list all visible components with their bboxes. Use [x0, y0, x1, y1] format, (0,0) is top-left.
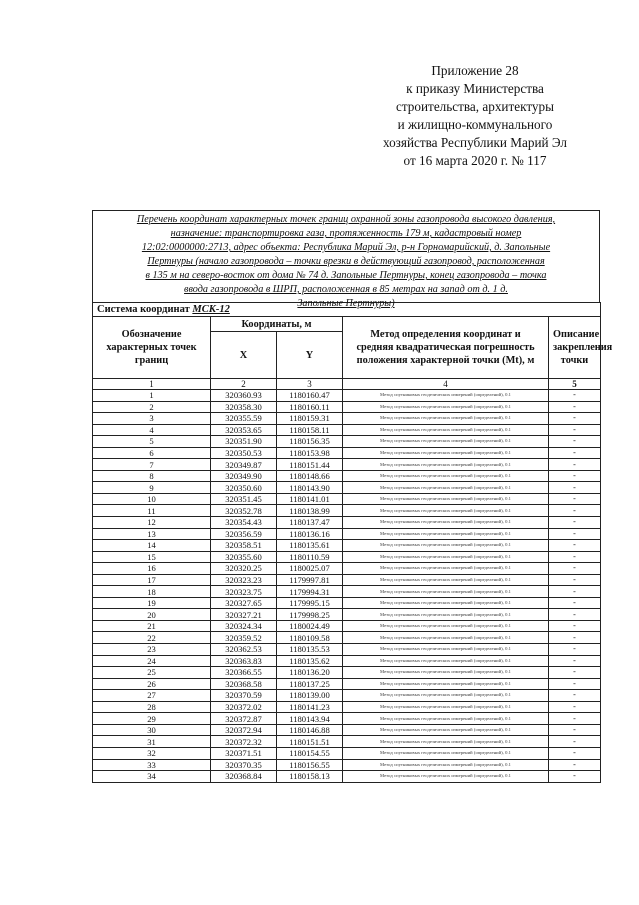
point-number: 29	[93, 713, 211, 725]
method-cell: Метод спутниковых геодезических измерений (определений), 0.1	[343, 747, 549, 759]
method-cell: Метод спутниковых геодезических измерений (определений), 0.1	[343, 505, 549, 517]
table-row	[93, 436, 601, 448]
appendix-line: хозяйства Республики Марий Эл	[383, 135, 567, 150]
appendix-header	[355, 62, 595, 170]
method-cell: Метод спутниковых геодезических измерений (определений), 0.1	[343, 540, 549, 552]
method-cell: Метод спутниковых геодезических измерений (определений), 0.1	[343, 413, 549, 425]
table-row	[93, 459, 601, 471]
title-line: назначение: транспортировка газа, протяженность 179 м, кадастровый номер	[170, 228, 522, 239]
point-number: 3	[93, 413, 211, 425]
point-number: 26	[93, 678, 211, 690]
x-coordinate: 320368.84	[211, 771, 277, 783]
y-coordinate: 1180146.88	[277, 724, 343, 736]
description-cell: -	[549, 632, 601, 644]
method-cell: Метод спутниковых геодезических измерений (определений), 0.1	[343, 655, 549, 667]
coordinates-document	[92, 210, 613, 810]
title-line: 12:02:0000000:2713, адрес объекта: Республика Марий Эл, р-н Горномарийский, д. Запольные	[141, 242, 551, 253]
table-row	[93, 713, 601, 725]
point-number: 2	[93, 401, 211, 413]
column-number: 2	[211, 379, 277, 390]
point-number: 8	[93, 470, 211, 482]
x-coordinate: 320323.75	[211, 586, 277, 598]
x-coordinate: 320355.59	[211, 413, 277, 425]
table-row	[93, 632, 601, 644]
table-row	[93, 574, 601, 586]
point-number: 23	[93, 644, 211, 656]
x-coordinate: 320349.90	[211, 470, 277, 482]
table-row	[93, 470, 601, 482]
description-cell: -	[549, 655, 601, 667]
point-number: 14	[93, 540, 211, 552]
point-number: 31	[93, 736, 211, 748]
description-cell: -	[549, 713, 601, 725]
method-cell: Метод спутниковых геодезических измерений (определений), 0.1	[343, 493, 549, 505]
description-cell: -	[549, 724, 601, 736]
description-cell: -	[549, 470, 601, 482]
title-line: Запольные Пертнуры)	[297, 298, 395, 309]
x-coordinate: 320351.90	[211, 436, 277, 448]
x-coordinate: 320362.53	[211, 644, 277, 656]
method-cell: Метод спутниковых геодезических измерений (определений), 0.1	[343, 551, 549, 563]
method-cell: Метод спутниковых геодезических измерений (определений), 0.1	[343, 678, 549, 690]
description-cell: -	[549, 401, 601, 413]
method-cell: Метод спутниковых геодезических измерений (определений), 0.1	[343, 447, 549, 459]
title-line: в 135 м на северо-восток от дома № 74 д. Запольные Пертнуры, конец газопровода – точка	[145, 270, 547, 281]
method-cell: Метод спутниковых геодезических измерений (определений), 0.1	[343, 701, 549, 713]
method-cell: Метод спутниковых геодезических измерений (определений), 0.1	[343, 436, 549, 448]
point-number: 21	[93, 620, 211, 632]
method-cell: Метод спутниковых геодезических измерений (определений), 0.1	[343, 528, 549, 540]
description-cell: -	[549, 678, 601, 690]
point-number: 10	[93, 493, 211, 505]
title-line: Пертнуры (начало газопровода – точки врезки в действующий газопровод, расположенная	[147, 256, 545, 267]
table-row	[93, 563, 601, 575]
method-cell: Метод спутниковых геодезических измерений (определений), 0.1	[343, 724, 549, 736]
y-coordinate: 1180110.59	[277, 551, 343, 563]
table-row	[93, 401, 601, 413]
method-cell: Метод спутниковых геодезических измерений (определений), 0.1	[343, 401, 549, 413]
y-coordinate: 1180135.53	[277, 644, 343, 656]
y-coordinate: 1180135.62	[277, 655, 343, 667]
description-cell: -	[549, 447, 601, 459]
x-coordinate: 320366.55	[211, 667, 277, 679]
y-coordinate: 1180160.11	[277, 401, 343, 413]
point-number: 18	[93, 586, 211, 598]
x-coordinate: 320324.34	[211, 620, 277, 632]
point-number: 16	[93, 563, 211, 575]
x-coordinate: 320352.78	[211, 505, 277, 517]
method-cell: Метод спутниковых геодезических измерений (определений), 0.1	[343, 424, 549, 436]
point-number: 4	[93, 424, 211, 436]
description-cell: -	[549, 620, 601, 632]
table-row	[93, 586, 601, 598]
header-description: Описание закрепления точки	[549, 317, 601, 379]
table-row	[93, 724, 601, 736]
y-coordinate: 1180158.11	[277, 424, 343, 436]
x-coordinate: 320353.65	[211, 424, 277, 436]
description-cell: -	[549, 390, 601, 402]
y-coordinate: 1180137.25	[277, 678, 343, 690]
y-coordinate: 1180156.55	[277, 759, 343, 771]
method-cell: Метод спутниковых геодезических измерений (определений), 0.1	[343, 759, 549, 771]
point-number: 12	[93, 517, 211, 529]
title-line: Перечень координат характерных точек границ охранной зоны газопровода высокого давления,	[136, 214, 556, 225]
y-coordinate: 1180151.44	[277, 459, 343, 471]
appendix-line: и жилищно-коммунального	[397, 117, 553, 132]
description-cell: -	[549, 413, 601, 425]
description-cell: -	[549, 747, 601, 759]
x-coordinate: 320350.53	[211, 447, 277, 459]
description-cell: -	[549, 551, 601, 563]
y-coordinate: 1180160.47	[277, 390, 343, 402]
point-number: 17	[93, 574, 211, 586]
description-cell: -	[549, 574, 601, 586]
header-x: X	[211, 332, 277, 379]
method-cell: Метод спутниковых геодезических измерений (определений), 0.1	[343, 470, 549, 482]
method-cell: Метод спутниковых геодезических измерений (определений), 0.1	[343, 390, 549, 402]
point-number: 6	[93, 447, 211, 459]
table-row	[93, 771, 601, 783]
description-cell: -	[549, 597, 601, 609]
x-coordinate: 320363.83	[211, 655, 277, 667]
table-row	[93, 424, 601, 436]
column-number: 3	[277, 379, 343, 390]
description-cell: -	[549, 459, 601, 471]
point-number: 28	[93, 701, 211, 713]
x-coordinate: 320327.65	[211, 597, 277, 609]
method-cell: Метод спутниковых геодезических измерений (определений), 0.1	[343, 690, 549, 702]
column-numbers-row	[93, 379, 601, 390]
point-number: 22	[93, 632, 211, 644]
appendix-line: от 16 марта 2020 г. № 117	[403, 153, 547, 168]
description-cell: -	[549, 644, 601, 656]
method-cell: Метод спутниковых геодезических измерений (определений), 0.1	[343, 632, 549, 644]
point-number: 11	[93, 505, 211, 517]
y-coordinate: 1179998.25	[277, 609, 343, 621]
description-cell: -	[549, 563, 601, 575]
description-cell: -	[549, 493, 601, 505]
table-row	[93, 747, 601, 759]
x-coordinate: 320320.25	[211, 563, 277, 575]
y-coordinate: 1180141.23	[277, 701, 343, 713]
point-number: 19	[93, 597, 211, 609]
description-cell: -	[549, 436, 601, 448]
method-cell: Метод спутниковых геодезических измерений (определений), 0.1	[343, 609, 549, 621]
x-coordinate: 320323.23	[211, 574, 277, 586]
x-coordinate: 320372.94	[211, 724, 277, 736]
y-coordinate: 1179995.15	[277, 597, 343, 609]
description-cell: -	[549, 517, 601, 529]
description-cell: -	[549, 586, 601, 598]
description-cell: -	[549, 505, 601, 517]
y-coordinate: 1180156.35	[277, 436, 343, 448]
y-coordinate: 1180024.49	[277, 620, 343, 632]
appendix-line: Приложение 28	[431, 63, 519, 78]
header-row	[93, 317, 601, 332]
table-row	[93, 701, 601, 713]
y-coordinate: 1180153.98	[277, 447, 343, 459]
table-row	[93, 609, 601, 621]
y-coordinate: 1180136.16	[277, 528, 343, 540]
y-coordinate: 1179997.81	[277, 574, 343, 586]
x-coordinate: 320327.21	[211, 609, 277, 621]
y-coordinate: 1180148.66	[277, 470, 343, 482]
coordinate-system-name: МСК-12	[192, 304, 230, 315]
x-coordinate: 320350.60	[211, 482, 277, 494]
x-coordinate: 320351.45	[211, 493, 277, 505]
table-row	[93, 551, 601, 563]
method-cell: Метод спутниковых геодезических измерений (определений), 0.1	[343, 597, 549, 609]
point-number: 20	[93, 609, 211, 621]
point-number: 7	[93, 459, 211, 471]
point-number: 33	[93, 759, 211, 771]
x-coordinate: 320372.02	[211, 701, 277, 713]
method-cell: Метод спутниковых геодезических измерений (определений), 0.1	[343, 644, 549, 656]
x-coordinate: 320359.52	[211, 632, 277, 644]
y-coordinate: 1180158.13	[277, 771, 343, 783]
method-cell: Метод спутниковых геодезических измерений (определений), 0.1	[343, 574, 549, 586]
header-method: Метод определения координат и средняя квадратическая погрешность положения характерной точки (Mt), м	[343, 317, 549, 379]
y-coordinate: 1180025.07	[277, 563, 343, 575]
table-row	[93, 528, 601, 540]
point-number: 1	[93, 390, 211, 402]
table-row	[93, 517, 601, 529]
y-coordinate: 1180143.94	[277, 713, 343, 725]
y-coordinate: 1180136.20	[277, 667, 343, 679]
point-number: 24	[93, 655, 211, 667]
x-coordinate: 320371.51	[211, 747, 277, 759]
table-row	[93, 678, 601, 690]
table-row	[93, 493, 601, 505]
description-cell: -	[549, 540, 601, 552]
description-cell: -	[549, 609, 601, 621]
point-number: 9	[93, 482, 211, 494]
x-coordinate: 320372.87	[211, 713, 277, 725]
x-coordinate: 320354.43	[211, 517, 277, 529]
point-number: 27	[93, 690, 211, 702]
y-coordinate: 1179994.31	[277, 586, 343, 598]
point-number: 13	[93, 528, 211, 540]
table-row	[93, 540, 601, 552]
method-cell: Метод спутниковых геодезических измерений (определений), 0.1	[343, 482, 549, 494]
table-row	[93, 644, 601, 656]
description-cell: -	[549, 690, 601, 702]
method-cell: Метод спутниковых геодезических измерений (определений), 0.1	[343, 667, 549, 679]
x-coordinate: 320368.58	[211, 678, 277, 690]
column-number: 4	[343, 379, 549, 390]
y-coordinate: 1180154.55	[277, 747, 343, 759]
table-row	[93, 390, 601, 402]
header-y: Y	[277, 332, 343, 379]
point-number: 32	[93, 747, 211, 759]
x-coordinate: 320370.59	[211, 690, 277, 702]
table-row	[93, 655, 601, 667]
table-row	[93, 505, 601, 517]
x-coordinate: 320349.87	[211, 459, 277, 471]
title-line: ввода газопровода в ШРП, расположенная в 85 метрах на запад от д. 1 д.	[184, 284, 508, 295]
description-cell: -	[549, 528, 601, 540]
x-coordinate: 320358.51	[211, 540, 277, 552]
x-coordinate: 320355.60	[211, 551, 277, 563]
table-row	[93, 482, 601, 494]
method-cell: Метод спутниковых геодезических измерений (определений), 0.1	[343, 517, 549, 529]
point-number: 25	[93, 667, 211, 679]
method-cell: Метод спутниковых геодезических измерений (определений), 0.1	[343, 713, 549, 725]
y-coordinate: 1180109.58	[277, 632, 343, 644]
y-coordinate: 1180137.47	[277, 517, 343, 529]
description-cell: -	[549, 771, 601, 783]
y-coordinate: 1180135.61	[277, 540, 343, 552]
description-cell: -	[549, 759, 601, 771]
coordinates-table	[92, 302, 613, 783]
y-coordinate: 1180159.31	[277, 413, 343, 425]
description-cell: -	[549, 424, 601, 436]
y-coordinate: 1180138.99	[277, 505, 343, 517]
table-row	[93, 447, 601, 459]
header-coords: Координаты, м	[211, 317, 343, 332]
coordinate-system-label: Система координат	[97, 304, 190, 315]
table-row	[93, 667, 601, 679]
header-designation: Обозначение характерных точек границ	[93, 317, 211, 379]
y-coordinate: 1180151.51	[277, 736, 343, 748]
description-cell: -	[549, 736, 601, 748]
table-row	[93, 413, 601, 425]
point-number: 34	[93, 771, 211, 783]
point-number: 30	[93, 724, 211, 736]
x-coordinate: 320370.35	[211, 759, 277, 771]
appendix-line: к приказу Министерства	[406, 81, 544, 96]
x-coordinate: 320360.93	[211, 390, 277, 402]
method-cell: Метод спутниковых геодезических измерений (определений), 0.1	[343, 736, 549, 748]
x-coordinate: 320372.32	[211, 736, 277, 748]
appendix-line: строительства, архитектуры	[396, 99, 554, 114]
column-number: 5	[549, 379, 601, 390]
method-cell: Метод спутниковых геодезических измерений (определений), 0.1	[343, 459, 549, 471]
y-coordinate: 1180139.00	[277, 690, 343, 702]
table-row	[93, 620, 601, 632]
table-row	[93, 736, 601, 748]
point-number: 5	[93, 436, 211, 448]
point-number: 15	[93, 551, 211, 563]
method-cell: Метод спутниковых геодезических измерений (определений), 0.1	[343, 620, 549, 632]
table-row	[93, 759, 601, 771]
column-number: 1	[93, 379, 211, 390]
y-coordinate: 1180143.90	[277, 482, 343, 494]
document-title	[92, 210, 600, 309]
method-cell: Метод спутниковых геодезических измерений (определений), 0.1	[343, 586, 549, 598]
description-cell: -	[549, 667, 601, 679]
x-coordinate: 320358.30	[211, 401, 277, 413]
description-cell: -	[549, 701, 601, 713]
description-cell: -	[549, 482, 601, 494]
table-row	[93, 690, 601, 702]
y-coordinate: 1180141.01	[277, 493, 343, 505]
method-cell: Метод спутниковых геодезических измерений (определений), 0.1	[343, 771, 549, 783]
x-coordinate: 320356.59	[211, 528, 277, 540]
table-row	[93, 597, 601, 609]
method-cell: Метод спутниковых геодезических измерений (определений), 0.1	[343, 563, 549, 575]
